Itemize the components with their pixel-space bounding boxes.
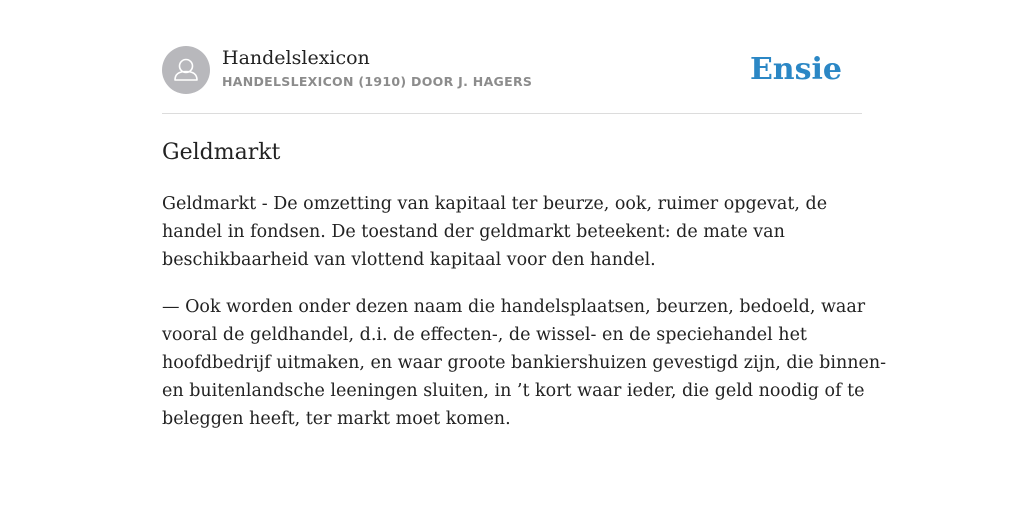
paragraph-line: — Ook worden onder dezen naam die handelsplaatsen, beurzen, bedoeld, waar (162, 297, 866, 317)
source-name[interactable]: Handelslexicon (222, 47, 370, 69)
source-subtitle: HANDELSLEXICON (1910) DOOR J. HAGERS (222, 74, 533, 89)
paragraph-line: beschikbaarheid van vlottend kapitaal voor den handel. (162, 250, 656, 270)
paragraph-line: Geldmarkt - De omzetting van kapitaal ter beurze, ook, ruimer opgevat, de (162, 194, 828, 214)
paragraph-1 (162, 190, 862, 274)
brand-logo[interactable]: Ensie (749, 52, 842, 87)
paragraph-2 (162, 293, 887, 433)
user-icon (162, 46, 210, 94)
divider (162, 113, 862, 114)
paragraph-line: en buitenlandsche leeningen sluiten, in ’t kort waar ieder, die geld noodig of te (162, 381, 865, 401)
paragraph-line: handel in fondsen. De toestand der geldmarkt beteekent: de mate van (162, 222, 785, 242)
paragraph-line: vooral de geldhandel, d.i. de effecten-, de wissel- en de speciehandel het (162, 325, 807, 345)
paragraph-line: beleggen heeft, ter markt moet komen. (162, 409, 511, 429)
paragraph-line: hoofdbedrijf uitmaken, en waar groote bankiershuizen gevestigd zijn, die binnen- (162, 353, 887, 373)
page-title: Geldmarkt (162, 140, 281, 165)
avatar[interactable] (162, 46, 210, 94)
source-header (162, 46, 862, 96)
